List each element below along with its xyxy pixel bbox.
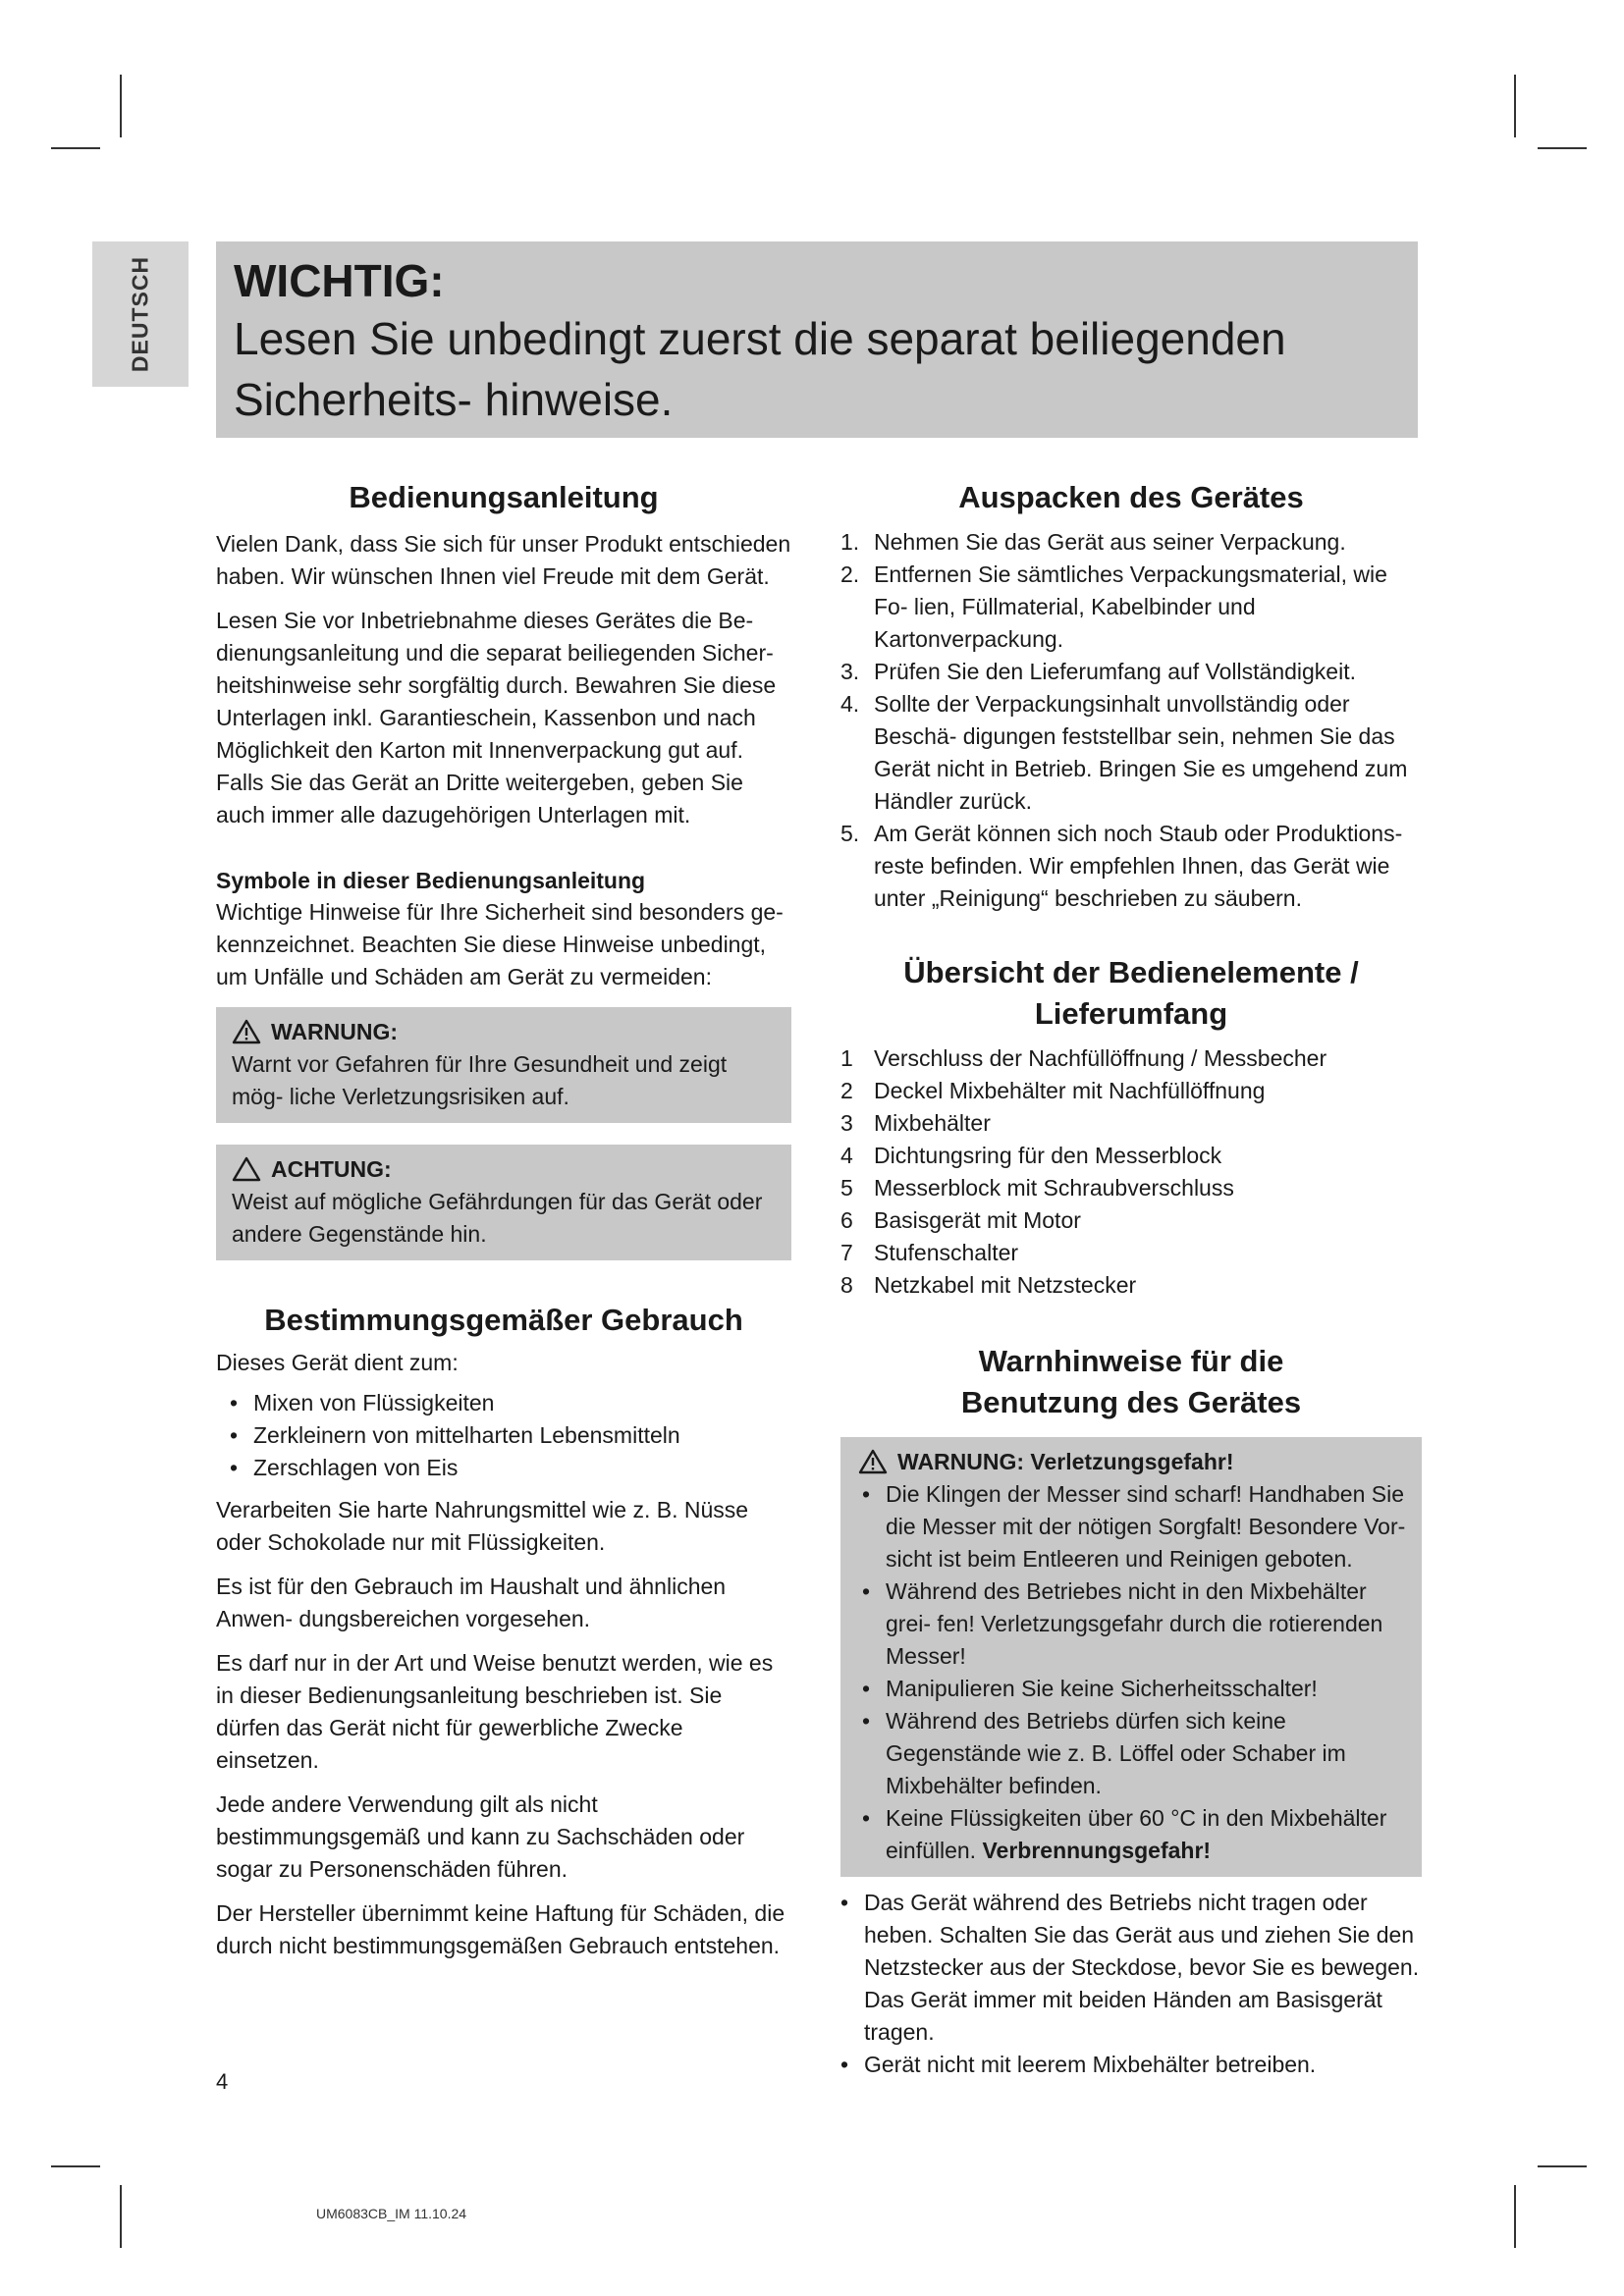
caution-triangle-icon [232, 1156, 261, 1182]
unpack-heading: Auspacken des Gerätes [958, 480, 1304, 514]
crop-mark [1538, 2165, 1587, 2167]
list-item: 5. Am Gerät können sich noch Staub oder Produktions- reste befinden. Wir empfehlen Ihnen, das Gerät wie unter „Reinigung“ beschrieben zu säubern. [840, 821, 1403, 911]
list-item: 6 Basisgerät mit Motor [840, 1207, 1081, 1233]
overview-heading: Lieferumfang [1034, 996, 1228, 1031]
injury-warning-title: WARNUNG: Verletzungsgefahr! [897, 1449, 1234, 1474]
list-item: 2 Deckel Mixbehälter mit Nachfüllöffnung [840, 1078, 1266, 1103]
manual-paragraph: Vielen Dank, dass Sie sich für unser Produkt entschieden haben. Wir wünschen Ihnen viel Freude mit dem Gerät. [216, 531, 791, 589]
important-banner [216, 241, 1418, 438]
crop-mark [51, 2165, 100, 2167]
list-item: • Das Gerät während des Betriebs nicht tragen oder heben. Schalten Sie das Gerät aus und ziehen Sie den Netzstecker aus der Steckdose, bevor Sie es bewegen. Das Gerät immer mit beiden Händen am Basisgerät tragen. [827, 1887, 1422, 2049]
page-number: 4 [216, 2069, 229, 2094]
usage-paragraph: Jede andere Verwendung gilt als nicht bestimmungsgemäß und kann zu Sachschäden oder sogar zu Personenschäden führen. [216, 1791, 745, 1882]
list-item: 7 Stufenschalter [840, 1240, 1019, 1265]
warning-triangle-icon [232, 1019, 261, 1044]
injury-warning-box [840, 1437, 1422, 1877]
list-item: 8 Netzkabel mit Netzstecker [840, 1272, 1137, 1298]
caution-text: Weist auf mögliche Gefährdungen für das Gerät oder andere Gegenstände hin. [232, 1189, 763, 1247]
caution-note [216, 1145, 791, 1260]
left-column [216, 477, 791, 1974]
language-tab-label: DEUTSCH [127, 255, 153, 373]
crop-mark [1514, 2185, 1516, 2248]
symbols-heading: Symbole in dieser Bedienungsanleitung [216, 868, 646, 893]
symbols-text: Wichtige Hinweise für Ihre Sicherheit sind besonders ge- kennzeichnet. Beachten Sie diese Hinweise unbedingt, um Unfälle und Schäden am Gerät zu vermeiden: [216, 899, 784, 989]
crop-mark [51, 147, 100, 149]
warning-title: WARNUNG: [271, 1019, 399, 1044]
list-item: 5 Messerblock mit Schraubverschluss [840, 1175, 1234, 1201]
usage-list [216, 1387, 791, 1484]
unpack-list [840, 526, 1422, 915]
list-item: 3. Prüfen Sie den Lieferumfang auf Vollständigkeit. [840, 659, 1356, 684]
banner-text: Lesen Sie unbedingt zuerst die separat beiliegenden Sicherheits- hinweise. [234, 313, 1286, 425]
list-item: 1. Nehmen Sie das Gerät aus seiner Verpackung. [840, 529, 1346, 555]
list-item: 3 Mixbehälter [840, 1110, 991, 1136]
crop-mark [1538, 147, 1587, 149]
crop-mark [120, 2185, 122, 2248]
list-item: • Manipulieren Sie keine Sicherheitsschalter! [848, 1673, 1414, 1705]
list-item: • Mixen von Flüssigkeiten [216, 1387, 791, 1419]
list-item: • Während des Betriebes nicht in den Mixbehälter grei- fen! Verletzungsgefahr durch die rotierenden Messer! [848, 1575, 1414, 1673]
overview-heading: Übersicht der Bedienelemente / [903, 955, 1359, 989]
warning-text: Warnt vor Gefahren für Ihre Gesundheit und zeigt mög- liche Verletzungsrisiken auf. [232, 1051, 728, 1109]
usage-paragraph: Verarbeiten Sie harte Nahrungsmittel wie z. B. Nüsse oder Schokolade nur mit Flüssigkeiten. [216, 1497, 749, 1555]
manual-heading: Bedienungsanleitung [349, 480, 659, 514]
list-item: • Gerät nicht mit leerem Mixbehälter betreiben. [827, 2049, 1422, 2081]
burn-hazard-label: Verbrennungsgefahr! [982, 1838, 1212, 1863]
list-item: • Keine Flüssigkeiten über 60 °C in den Mixbehälter einfüllen. Verbrennungsgefahr! [848, 1802, 1414, 1867]
list-item: • Die Klingen der Messer sind scharf! Handhaben Sie die Messer mit der nötigen Sorgfalt! Besondere Vor- sicht ist beim Entleeren und Reinigen geboten. [848, 1478, 1414, 1575]
banner-title: WICHTIG: [234, 255, 445, 306]
warnings-heading: Warnhinweise für die [978, 1344, 1284, 1378]
crop-mark [1514, 75, 1516, 137]
caution-title: ACHTUNG: [271, 1156, 392, 1182]
usage-intro: Dieses Gerät dient zum: [216, 1350, 459, 1375]
list-item: 1 Verschluss der Nachfüllöffnung / Messbecher [840, 1045, 1327, 1071]
injury-warning-list [848, 1478, 1414, 1867]
usage-paragraph: Der Hersteller übernimmt keine Haftung für Schäden, die durch nicht bestimmungsgemäßen Gebrauch entstehen. [216, 1900, 785, 1958]
list-item: 2. Entfernen Sie sämtliches Verpackungsmaterial, wie Fo- lien, Füllmaterial, Kabelbinder und Kartonverpackung. [840, 561, 1387, 652]
usage-paragraph: Es ist für den Gebrauch im Haushalt und ähnlichen Anwen- dungsbereichen vorgesehen. [216, 1574, 727, 1631]
list-item: 4 Dichtungsring für den Messerblock [840, 1143, 1222, 1168]
list-item: • Während des Betriebs dürfen sich keine Gegenstände wie z. B. Löffel oder Schaber im Mixbehälter befinden. [848, 1705, 1414, 1802]
usage-heading: Bestimmungsgemäßer Gebrauch [264, 1303, 743, 1337]
footer-code: UM6083CB_IM 11.10.24 [316, 2206, 467, 2221]
overview-list [840, 1042, 1422, 1302]
list-item: • Zerkleinern von mittelharten Lebensmitteln [216, 1419, 791, 1452]
usage-paragraph: Es darf nur in der Art und Weise benutzt werden, wie es in dieser Bedienungsanleitung beschrieben ist. Sie dürfen das Gerät nicht für gewerbliche Zwecke einsetzen. [216, 1650, 774, 1773]
right-column [840, 477, 1422, 2081]
warning-triangle-icon [858, 1449, 888, 1474]
warning-note [216, 1007, 791, 1123]
list-item: • Zerschlagen von Eis [216, 1452, 791, 1484]
list-item: 4. Sollte der Verpackungsinhalt unvollständig oder Beschä- digungen feststellbar sein, nehmen Sie das Gerät nicht in Betrieb. Bringen Sie es umgehend zum Händler zurück. [840, 691, 1408, 814]
warnings-list [827, 1887, 1422, 2081]
warnings-heading: Benutzung des Gerätes [960, 1385, 1302, 1419]
language-tab [92, 241, 189, 387]
manual-paragraph: Lesen Sie vor Inbetriebnahme dieses Gerätes die Be- dienungsanleitung und die separat beiliegenden Sicher- heitshinweise sehr sorgfältig durch. Bewahren Sie diese Unterlagen inkl. Garantieschein, Kassenbon und nach Möglichkeit den Karton mit Innenverpackung gut auf. Falls Sie das Gerät an Dritte weitergeben, geben Sie auch immer alle dazugehörigen Unterlagen mit. [216, 608, 777, 828]
crop-mark [120, 75, 122, 137]
